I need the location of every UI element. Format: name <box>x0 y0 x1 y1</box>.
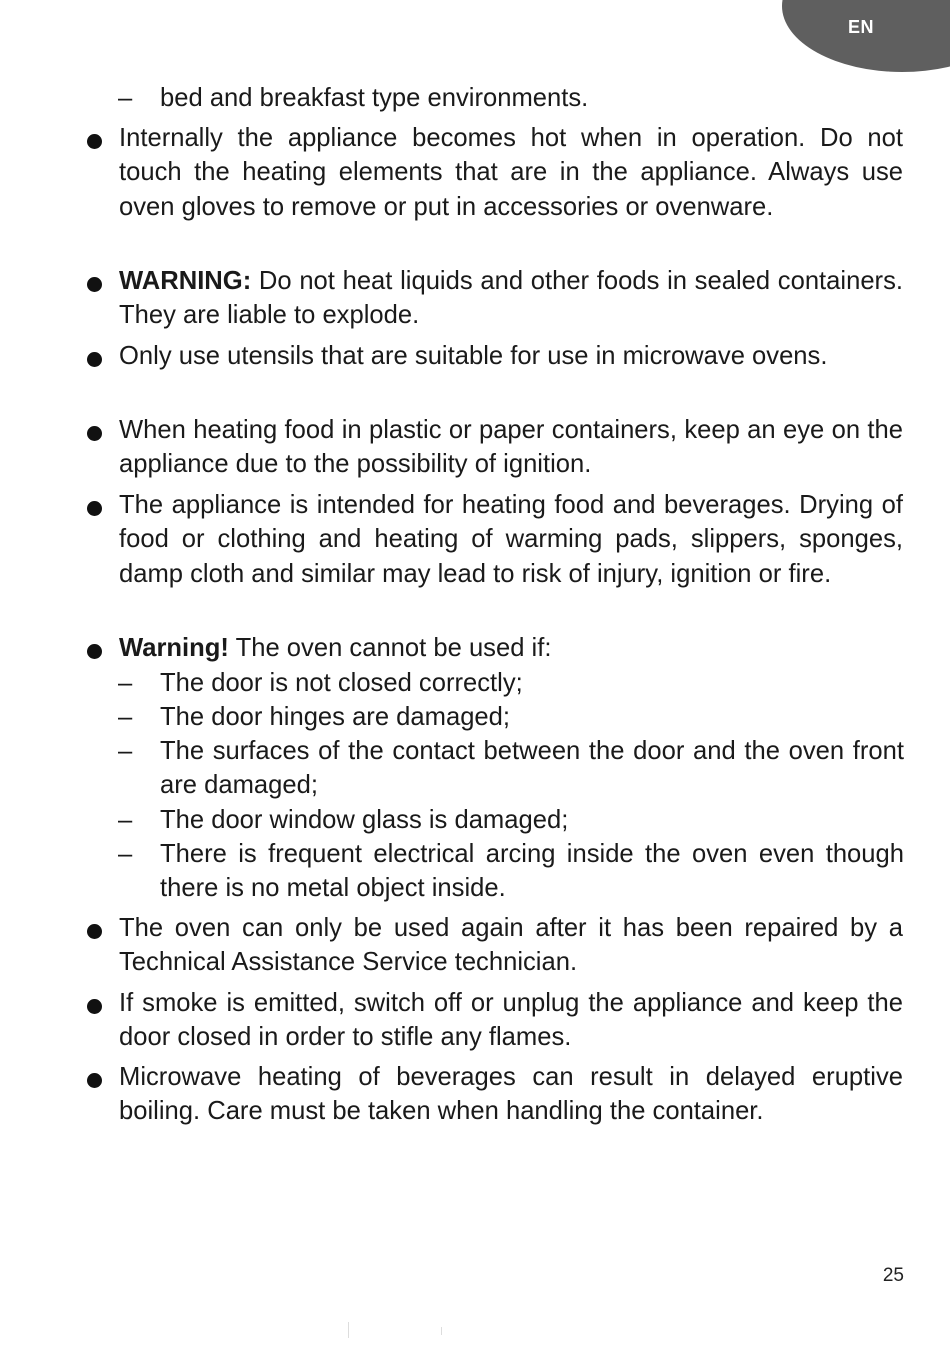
bullet-icon <box>87 924 102 939</box>
dash-marker: – <box>118 84 133 112</box>
scan-mark <box>348 1322 349 1338</box>
list-item-text: bed and breakfast type environments. <box>160 84 589 112</box>
language-label: EN <box>848 17 875 37</box>
dash-marker: – <box>118 840 133 868</box>
warning-label: WARNING: <box>119 267 252 295</box>
list-item-text <box>119 631 903 665</box>
bullet-icon <box>87 426 102 441</box>
dash-marker: – <box>118 703 133 731</box>
bullet-icon <box>87 644 102 659</box>
bullet-icon <box>87 999 102 1014</box>
list-item-body: Do not heat liquids and other foods in sealed containers. They are liable to explode. <box>119 267 903 330</box>
bullet-icon <box>87 277 102 292</box>
scan-mark <box>441 1327 442 1335</box>
bullet-icon <box>87 1073 102 1088</box>
dash-marker: – <box>118 737 133 765</box>
list-item-text: The door window glass is damaged; <box>160 806 569 834</box>
bullet-icon <box>87 501 102 516</box>
list-item-text: The door hinges are damaged; <box>160 703 511 731</box>
warning-label: Warning! <box>119 634 229 662</box>
list-item-text: If smoke is emitted, switch off or unplug the appliance and keep the door closed in order to stifle any flames. <box>119 989 903 1052</box>
list-item-text: Microwave heating of beverages can result in delayed eruptive boiling. Care must be taken when handling the container. <box>119 1063 903 1126</box>
list-item-text: Internally the appliance becomes hot when in operation. Do not touch the heating elements that are in the appliance. Always use oven gloves to remove or put in accessories or ovenware. <box>119 124 903 221</box>
bullet-icon <box>87 134 102 149</box>
list-item-text: The surfaces of the contact between the door and the oven front are damaged; <box>160 737 904 800</box>
list-item-text: The oven can only be used again after it has been repaired by a Technical Assistance Service technician. <box>119 914 903 977</box>
dash-marker: – <box>118 669 133 697</box>
list-item-text <box>119 264 903 333</box>
list-item-text: The appliance is intended for heating food and beverages. Drying of food or clothing and heating of warming pads, slippers, sponges, damp cloth and similar may lead to risk of injury, ignition or fire. <box>119 491 903 588</box>
page-number: 25 <box>882 1265 904 1286</box>
list-item-body: The oven cannot be used if: <box>228 634 552 662</box>
bullet-icon <box>87 352 102 367</box>
dash-marker: – <box>118 806 133 834</box>
list-item-text: There is frequent electrical arcing inside the oven even though there is no metal object inside. <box>160 840 904 903</box>
list-item-text: Only use utensils that are suitable for use in microwave ovens. <box>119 342 828 370</box>
list-item-text: The door is not closed correctly; <box>160 669 523 697</box>
list-item-text: When heating food in plastic or paper containers, keep an eye on the appliance due to the possibility of ignition. <box>119 416 903 479</box>
